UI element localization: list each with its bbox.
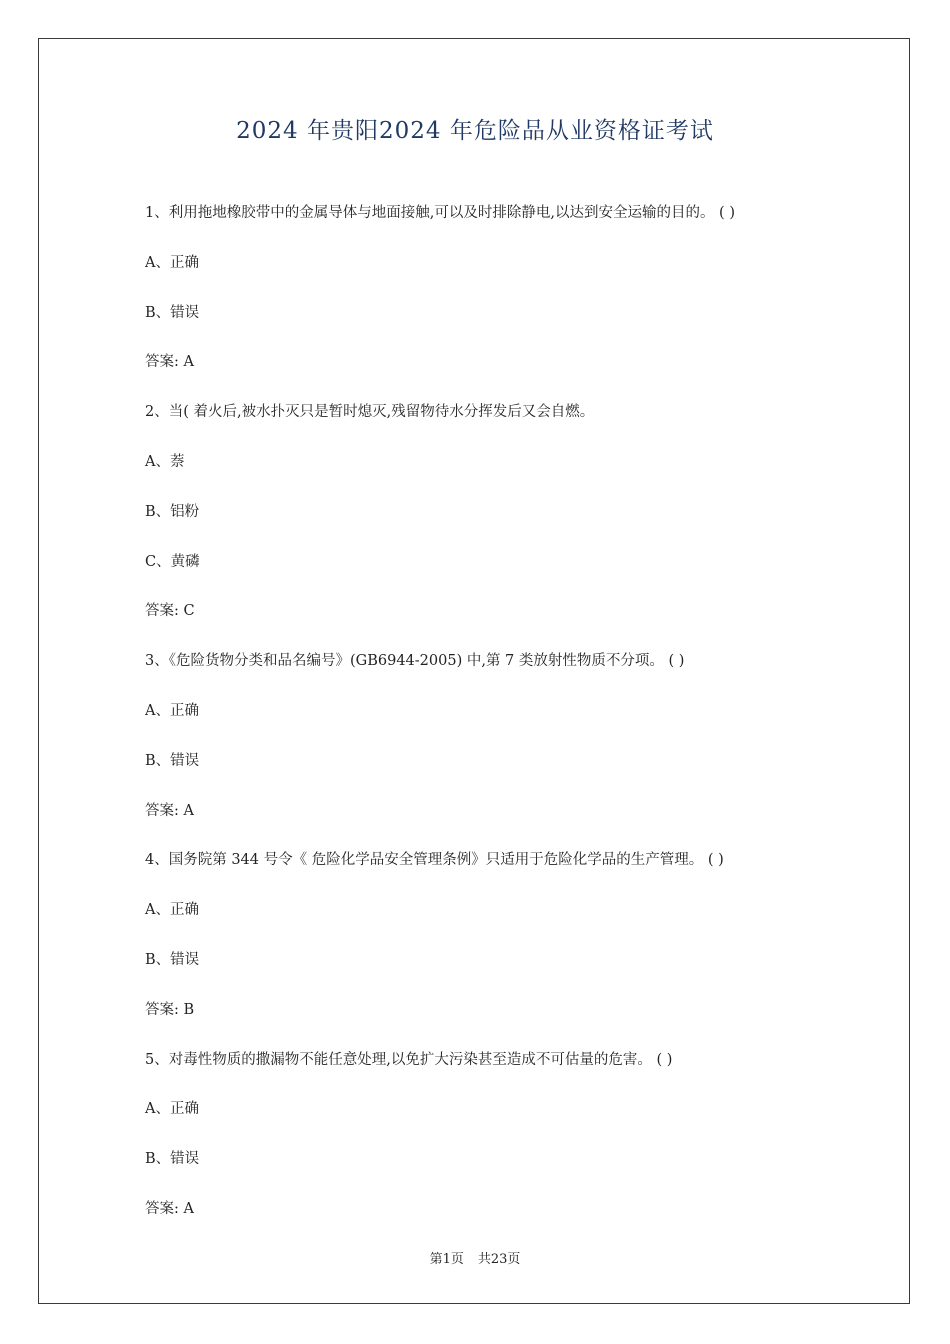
question-stem: 5、对毒性物质的撒漏物不能任意处理,以免扩大污染甚至造成不可估量的危害。 ( ) xyxy=(145,1051,673,1068)
page-total: 共23页 xyxy=(477,1252,521,1267)
option: B、错误 xyxy=(145,1151,200,1168)
option: A、正确 xyxy=(145,902,199,919)
option: B、错误 xyxy=(145,304,200,321)
option: B、错误 xyxy=(145,752,200,769)
answer: 答案: A xyxy=(145,1200,194,1217)
option: A、萘 xyxy=(145,453,185,470)
option: A、正确 xyxy=(145,702,199,719)
option: B、铝粉 xyxy=(145,503,200,520)
question-stem: 2、当( 着火后,被水扑灭只是暂时熄灭,残留物待水分挥发后又会自燃。 xyxy=(145,404,595,421)
question-stem: 4、国务院第 344 号令《 危险化学品安全管理条例》只适用于危险化学品的生产管理。 ( ) xyxy=(145,852,724,869)
question-list xyxy=(145,203,865,1249)
option: A、正确 xyxy=(145,254,199,271)
option: B、错误 xyxy=(145,951,200,968)
answer: 答案: A xyxy=(145,802,194,819)
option: A、正确 xyxy=(145,1101,199,1118)
answer: 答案: A xyxy=(145,354,194,371)
answer: 答案: B xyxy=(145,1001,195,1018)
page-number: 第1页 xyxy=(429,1252,464,1267)
option: C、黄磷 xyxy=(145,553,200,570)
question-stem: 3、《危险货物分类和品名编号》(GB6944-2005) 中,第 7 类放射性物质不分项。 ( ) xyxy=(145,653,685,670)
question-stem: 1、利用拖地橡胶带中的金属导体与地面接触,可以及时排除静电,以达到安全运输的目的。 ( ) xyxy=(145,205,735,221)
document-title: 2024 年贵阳2024 年危险品从业资格证考试 xyxy=(236,118,714,144)
page-footer xyxy=(0,1248,950,1267)
answer: 答案: C xyxy=(145,603,195,620)
